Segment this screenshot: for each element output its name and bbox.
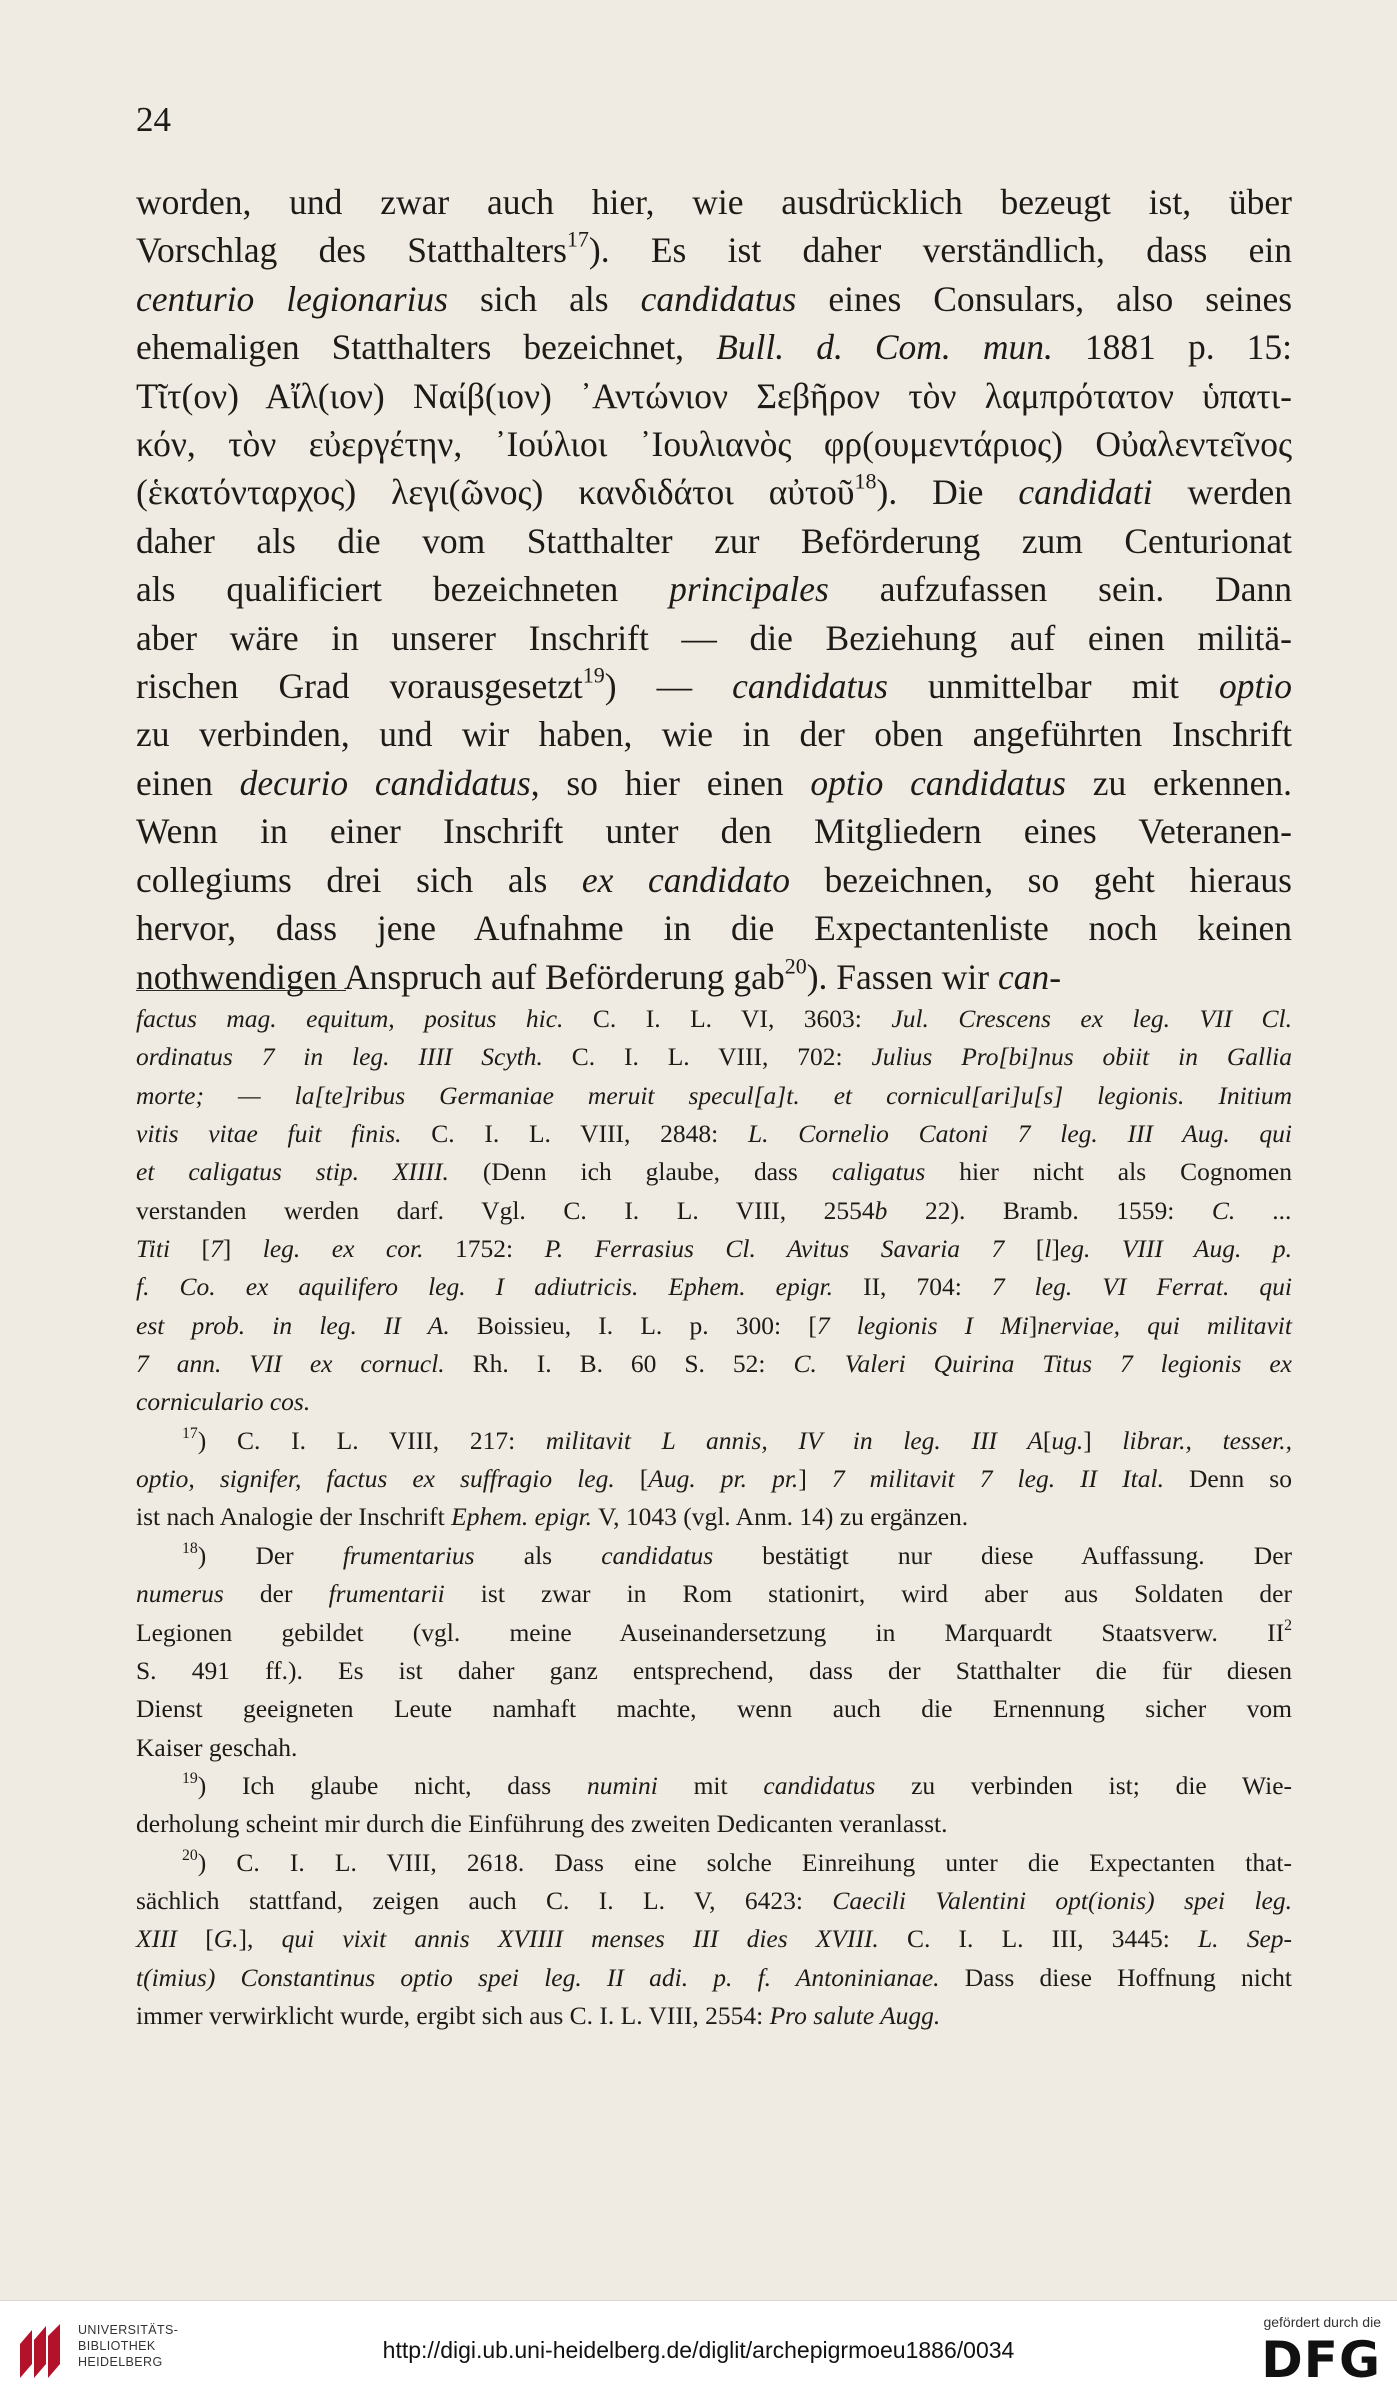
footnote-line: optio, signifer, factus ex suffragio leg. [Aug. pr. pr.] 7 militavit 7 leg. II Ital. Denn so <box>136 1464 1292 1494</box>
footnote-line: f. Co. ex aquilifero leg. I adiutricis. Ephem. epigr. II, 704: 7 leg. VI Ferrat. qui <box>136 1272 1292 1302</box>
footnote-line: et caligatus stip. XIIII. (Denn ich glaube, dass caligatus hier nicht als Cognomen <box>136 1157 1292 1187</box>
body-line: collegiums drei sich als ex candidato bezeichnen, so geht hieraus <box>136 859 1292 900</box>
body-line: ehemaligen Statthalters bezeichnet, Bull. d. Com. mun. 1881 p. 15: <box>136 327 1292 368</box>
footnote-line: corniculario cos. <box>136 1387 311 1417</box>
footnote-line: XIII [G.], qui vixit annis XVIIII menses III dies XVIII. C. I. L. III, 3445: L. Sep- <box>136 1924 1293 1954</box>
footnote-line: $^{20}$) C. I. L. VIII, 2618. Dass eine solche Einreihung unter die Expectanten that- <box>182 1846 1292 1877</box>
body-line: als qualificiert bezeichneten principales aufzufassen sein. Dann <box>136 569 1292 610</box>
body-line: zu verbinden, und wir haben, wie in der oben angeführten Inschrift <box>136 714 1292 755</box>
footnote-line: morte; — la[te]ribus Germaniae meruit specul[a]t. et cornicul[ari]u[s] legionis. Initium <box>136 1080 1292 1110</box>
body-line: nothwendigen Anspruch auf Beförderung gab$^{20}$). Fassen wir can- <box>136 953 1062 997</box>
footnote-line: t(imius) Constantinus optio spei leg. II adi. p. f. Antoninianae. Dass diese Hoffnung nicht <box>136 1962 1292 1992</box>
dfg-logo: DFG <box>1261 2331 1381 2389</box>
body-line: daher als die vom Statthalter zur Beförderung zum Centurionat <box>136 520 1292 561</box>
footnote-line: $^{18}$) Der frumentarius als candidatus bestätigt nur diese Auffassung. Der <box>182 1539 1293 1570</box>
body-line: einen decurio candidatus, so hier einen optio candidatus zu erkennen. <box>136 762 1292 803</box>
footnote-line: numerus der frumentarii ist zwar in Rom stationirt, wird aber aus Soldaten der <box>136 1579 1292 1609</box>
body-line: Wenn in einer Inschrift unter den Mitgliedern eines Veteranen- <box>136 811 1292 852</box>
footnote-line: vitis vitae fuit finis. C. I. L. VIII, 2848: L. Cornelio Catoni 7 leg. III Aug. qui <box>136 1119 1293 1149</box>
footnote-line: immer verwirklicht wurde, ergibt sich aus C. I. L. VIII, 2554: Pro salute Augg. <box>136 2000 941 2030</box>
footnote-line: derholung scheint mir durch die Einführung des zweiten Dedicanten veranlasst. <box>136 1809 948 1839</box>
body-line: rischen Grad vorausgesetzt$^{19}$) — candidatus unmittelbar mit optio <box>136 662 1293 707</box>
footnote-line: ist nach Analogie der Inschrift Ephem. epigr. V, 1043 (vgl. Anm. 14) zu ergänzen. <box>136 1502 969 1532</box>
body-line: worden, und zwar auch hier, wie ausdrücklich bezeugt ist, über <box>136 182 1292 222</box>
body-line: Τῖτ(ον) Αἴλ(ιον) Ναίβ(ιον) ᾿Αντώνιον Σεβῆρον τὸν λαμπρότατον ὑπατι- <box>136 375 1292 416</box>
body-line: centurio legionarius sich als candidatus eines Consulars, also seines <box>136 278 1293 319</box>
body-line: (ἑκατόνταρχος) λεγι(ῶνος) κανδιδάτοι αὐτοῦ$^{18}$). Die candidati werden <box>136 469 1292 513</box>
footnote-line: $^{17}$) C. I. L. VIII, 217: militavit L annis, IV in leg. III A[ug.] librar., tesser., <box>182 1424 1292 1455</box>
footnote-line: ordinatus 7 in leg. IIII Scyth. C. I. L. VIII, 702: Julius Pro[bi]nus obiit in Gallia <box>136 1042 1292 1072</box>
footnote-separator <box>136 990 346 991</box>
footnote-line: verstanden werden darf. Vgl. C. I. L. VIII, 2554b 22). Bramb. 1559: C. ... <box>136 1195 1292 1225</box>
footnote-line: Dienst geeigneten Leute namhaft machte, wenn auch die Ernennung sicher vom <box>136 1694 1292 1724</box>
footnote-line: $^{19}$) Ich glaube nicht, dass numini mit candidatus zu verbinden ist; die Wie- <box>182 1769 1292 1800</box>
footnote-line: Legionen gebildet (vgl. meine Auseinandersetzung in Marquardt Staatsverw. $II^2$ <box>136 1616 1292 1647</box>
main-text <box>136 178 1292 1001</box>
footnote-line: est prob. in leg. II A. Boissieu, I. L. p. 300: [7 legionis I Mi]nerviae, qui militavit <box>136 1310 1292 1340</box>
body-line: κόν, τὸν εὐεργέτην, ᾿Ιούλιοι ᾿Ιουλιανὸς φρ(ουμεντάριος) Οὐαλεντεῖνος <box>136 424 1292 465</box>
funding-note: gefördert durch die <box>1263 2314 1381 2330</box>
body-line: aber wäre in unserer Inschrift — die Beziehung auf einen militä- <box>136 617 1292 658</box>
footnotes <box>136 1000 1292 2035</box>
footnote-line: sächlich stattfand, zeigen auch C. I. L. V, 6423: Caecili Valentini opt(ionis) spei leg. <box>136 1885 1292 1915</box>
footnote-line: 7 ann. VII ex cornucl. Rh. I. B. 60 S. 52: C. Valeri Quirina Titus 7 legionis ex <box>136 1349 1292 1379</box>
page-number: 24 <box>136 100 171 139</box>
library-name-line: UNIVERSITÄTS- <box>78 2323 179 2337</box>
footnote-line: Titi [7] leg. ex cor. 1752: P. Ferrasius Cl. Avitus Savaria 7 [l]eg. VIII Aug. p. <box>136 1234 1292 1264</box>
footnote-line: S. 491 ff.). Es ist daher ganz entsprechend, dass der Statthalter die für diesen <box>136 1655 1292 1685</box>
permalink-url[interactable]: http://digi.ub.uni-heidelberg.de/diglit/archepigrmoeu1886/0034 <box>382 2337 1015 2363</box>
footnote-line: factus mag. equitum, positus hic. C. I. L. VI, 3603: Jul. Crescens ex leg. VII Cl. <box>136 1004 1292 1033</box>
library-name-line: BIBLIOTHEK <box>78 2339 156 2353</box>
body-line: hervor, dass jene Aufnahme in die Expectantenliste noch keinen <box>136 908 1292 949</box>
body-line: Vorschlag des Statthalters$^{17}$). Es ist daher verständlich, dass ein <box>136 227 1292 271</box>
library-name-line: HEIDELBERG <box>78 2355 163 2369</box>
footnote-line: Kaiser geschah. <box>136 1732 298 1762</box>
